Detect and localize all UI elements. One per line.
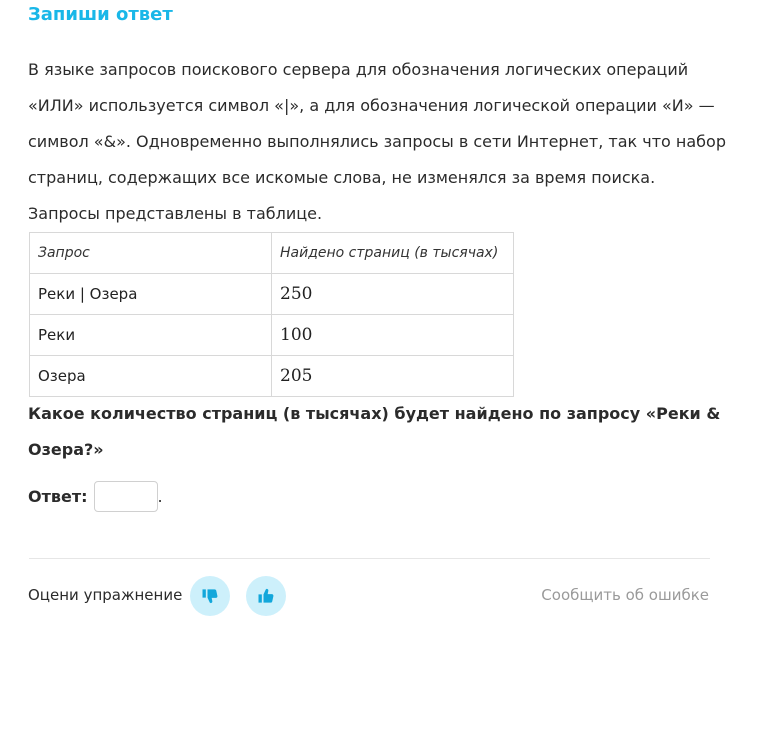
task-description: В языке запросов поискового сервера для обозначения логических операций «ИЛИ» используется символ «|», а для обозначения логической операции «И» — символ «&». Одновременно выполнялись запросы в сети Интернет, так что набор страниц, содержащих все искомые слова, не изменялся за время поиска. Запросы представлены в таблице.: [28, 60, 726, 223]
column-header-query: Запрос: [30, 233, 272, 274]
question-text: Какое количество страниц (в тысячах) будет найдено по запросу «Реки & Озера?»: [28, 404, 721, 459]
table-cell-pages: 250: [272, 274, 514, 315]
table-cell-pages: 100: [272, 315, 514, 356]
table-row: [30, 356, 514, 397]
divider: [29, 558, 710, 559]
answer-row: [28, 481, 163, 512]
dislike-button[interactable]: [190, 576, 230, 616]
answer-label: Ответ:: [28, 487, 88, 506]
table-cell-query: Озера: [30, 356, 272, 397]
table-cell-query: Реки | Озера: [30, 274, 272, 315]
table-cell-pages: 205: [272, 356, 514, 397]
answer-suffix: .: [157, 487, 163, 506]
rate-label: Оцени упражнение: [28, 586, 183, 604]
section-title: Запиши ответ: [28, 4, 173, 25]
table-row: [30, 315, 514, 356]
thumbs-up-icon: [256, 586, 276, 606]
queries-table: [29, 232, 514, 397]
answer-input[interactable]: [94, 481, 158, 512]
table-header-row: [30, 233, 514, 274]
table-cell-query: Реки: [30, 315, 272, 356]
table-row: [30, 274, 514, 315]
column-header-pages: Найдено страниц (в тысячах): [272, 233, 514, 274]
report-error-link[interactable]: Сообщить об ошибке: [541, 586, 709, 604]
like-button[interactable]: [246, 576, 286, 616]
thumbs-down-icon: [200, 586, 220, 606]
